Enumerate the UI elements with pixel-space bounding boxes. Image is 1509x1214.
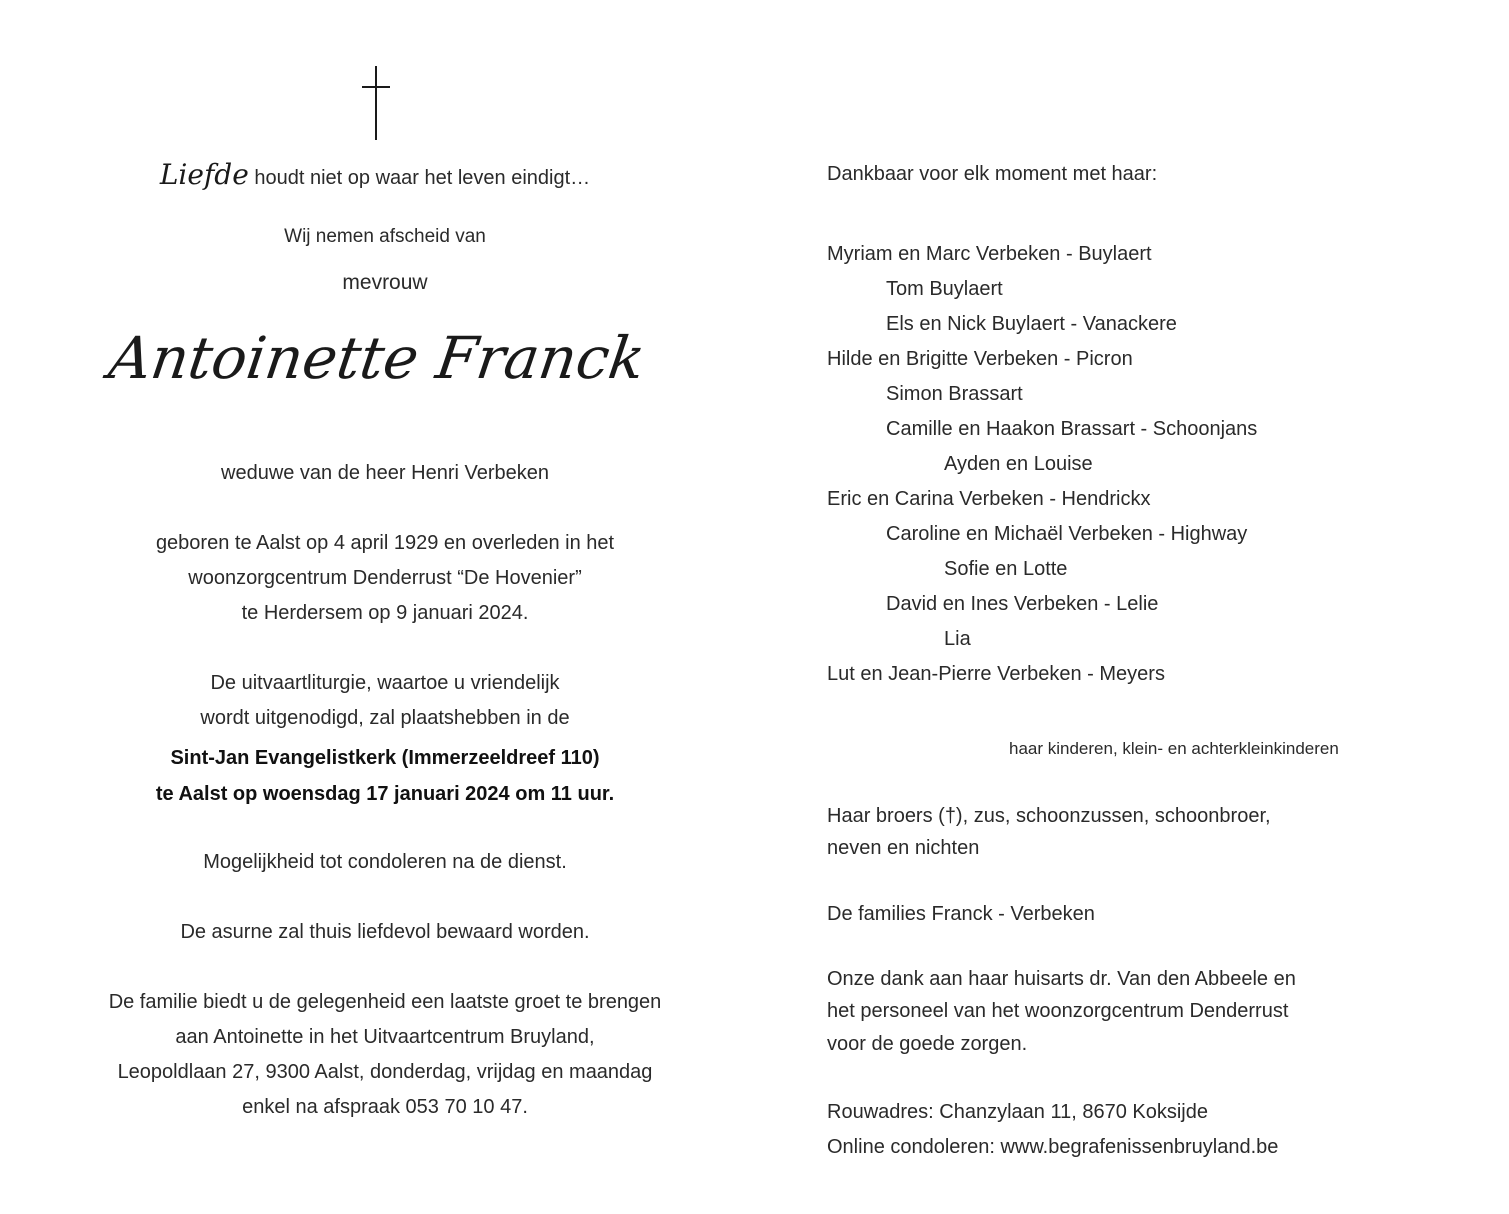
right-column [827,0,1467,1214]
visit-line-4: enkel na afspraak 053 70 10 47. [242,1096,528,1118]
family-member: Eric en Carina Verbeken - Hendrickx [827,488,1151,510]
motto-line [50,157,700,196]
family-member: Myriam en Marc Verbeken - Buylaert [827,243,1152,265]
family-member: Ayden en Louise [944,453,1093,475]
family-member: Caroline en Michaël Verbeken - Highway [886,523,1248,545]
family-member: Simon Brassart [886,383,1023,405]
family-member: Hilde en Brigitte Verbeken - Picron [827,348,1133,370]
visit-line-3: Leopoldlaan 27, 9300 Aalst, donderdag, vrijdag en maandag [117,1061,653,1083]
farewell-text: Wij nemen afscheid van [284,226,486,247]
siblings-line-1: Haar broers (†), zus, schoonzussen, schoonbroer, [827,805,1271,827]
visit-line-2: aan Antoinette in het Uitvaartcentrum Bruyland, [175,1026,595,1048]
church-line-1: Sint-Jan Evangelistkerk (Immerzeeldreef 110) [170,747,600,769]
families-line: De families Franck - Verbeken [827,903,1095,925]
family-member: Lia [944,628,971,650]
family-member: Lut en Jean-Pierre Verbeken - Meyers [827,663,1165,685]
family-member: Els en Nick Buylaert - Vanackere [886,313,1177,335]
thanks-intro: Dankbaar voor elk moment met haar: [827,163,1158,185]
left-column [60,0,710,1214]
birth-line-1: geboren te Aalst op 4 april 1929 en overleden in het [155,532,615,554]
liturgy-line-1: De uitvaartliturgie, waartoe u vriendelijk [210,672,560,694]
gratitude-line-1: Onze dank aan haar huisarts dr. Van den Abbeele en [827,968,1296,990]
birth-line-3: te Herdersem op 9 januari 2024. [241,602,529,624]
family-caption: haar kinderen, klein- en achterkleinkinderen [1009,739,1339,758]
birth-line-2: woonzorgcentrum Denderrust “De Hovenier” [188,567,582,589]
online-condolence: Online condoleren: www.begrafenissenbruyland.be [827,1136,1279,1158]
mourning-address: Rouwadres: Chanzylaan 11, 8670 Koksijde [827,1101,1208,1123]
siblings-line-2: neven en nichten [827,837,980,859]
church-line-2: te Aalst op woensdag 17 januari 2024 om 11 uur. [155,783,615,805]
gratitude-line-2: het personeel van het woonzorgcentrum Denderrust [827,1000,1289,1022]
motto-text: houdt niet op waar het leven eindigt… [254,167,591,189]
motto-script-word: Liefde [159,158,249,191]
urn-text: De asurne zal thuis liefdevol bewaard worden. [180,921,590,943]
liturgy-line-2: wordt uitgenodigd, zal plaatshebben in de [200,707,570,729]
deceased-name: Antoinette Franck [104,324,650,392]
gratitude-line-3: voor de goede zorgen. [827,1033,1028,1055]
family-member: Tom Buylaert [886,278,1003,300]
family-member: Camille en Haakon Brassart - Schoonjans [886,418,1258,440]
family-member: Sofie en Lotte [944,558,1068,580]
widow-text: weduwe van de heer Henri Verbeken [221,462,549,484]
honorific: mevrouw [342,271,428,294]
condolence-text: Mogelijkheid tot condoleren na de dienst. [203,851,567,873]
visit-line-1: De familie biedt u de gelegenheid een laatste groet te brengen [108,991,662,1013]
family-member: David en Ines Verbeken - Lelie [886,593,1159,615]
